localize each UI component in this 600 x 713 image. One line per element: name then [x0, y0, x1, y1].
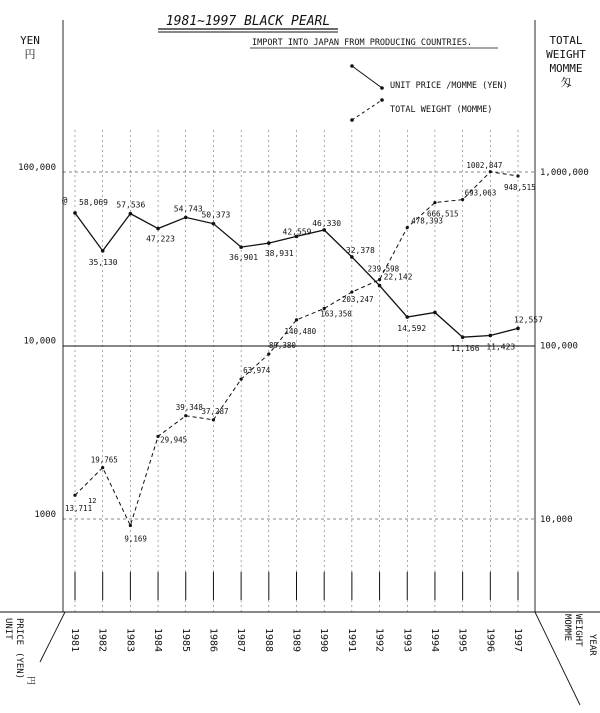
unit-price-point: [239, 245, 243, 249]
year-label: 1989: [290, 628, 302, 653]
unit-price-point: [267, 241, 271, 245]
right-axis-label-line: WEIGHT: [546, 48, 586, 61]
total-weight-data-label: 478,393: [411, 216, 443, 226]
legend-swatch-dashed: [352, 100, 382, 120]
bottom-left-label: [3, 618, 36, 685]
total-weight-data-label: 29,945: [160, 435, 188, 445]
total-weight-data-label: 13,711: [65, 504, 93, 514]
legend-label-total-weight: TOTAL WEIGHT (MOMME): [390, 105, 493, 115]
total-weight-point: [406, 226, 409, 229]
right-tick-label: 1,000,000: [540, 168, 589, 178]
unit-price-data-label: 47,223: [146, 234, 175, 244]
total-weight-data-label: 37,287: [201, 406, 229, 416]
bottom-left-label-line: 円: [25, 676, 35, 686]
unit-price-point: [184, 216, 188, 220]
legend: [350, 64, 508, 122]
total-weight-point: [350, 290, 353, 293]
left-tick-label: 100,000: [18, 163, 56, 173]
total-weight-data-label: 163,350: [320, 309, 352, 319]
total-weight-point: [267, 352, 270, 355]
year-label: 1981: [69, 628, 80, 653]
annotation-mark: 12: [88, 497, 97, 505]
unit-price-point: [212, 222, 216, 226]
total-weight-point: [489, 170, 492, 173]
left-axis-label-kanji: 円: [24, 48, 36, 61]
unit-price-point: [101, 249, 105, 253]
total-weight-data-label: 89,380: [268, 340, 296, 350]
year-label: 1982: [96, 628, 108, 653]
year-label: 1996: [484, 628, 496, 653]
year-label: 1985: [179, 628, 191, 653]
unit-price-point: [378, 284, 382, 288]
year-label: 1990: [318, 628, 330, 653]
unit-price-data-label: 11,166: [450, 344, 480, 354]
unit-price-data-label: 54,743: [173, 204, 203, 214]
right-axis-label-line: TOTAL: [549, 34, 583, 47]
unit-price-point: [129, 212, 133, 216]
unit-price-data-label: 50,373: [201, 210, 231, 220]
bottom-right-label: [562, 614, 597, 656]
bottom-right-label-line: YEAR: [587, 634, 597, 656]
total-weight-data-label: 203,247: [341, 295, 374, 305]
unit-price-data-label: 57,536: [116, 200, 146, 210]
legend-label-unit-price: UNIT PRICE /MOMME (YEN): [390, 81, 508, 91]
total-weight-point: [73, 494, 76, 497]
unit-price-point: [73, 211, 77, 215]
legend-dot: [350, 118, 354, 122]
unit-price-data-label: 42,559: [282, 227, 312, 237]
right-axis-label: [546, 34, 586, 89]
unit-price-data-label: 58,069: [79, 197, 108, 207]
total-weight-data-label: 19,765: [90, 455, 118, 465]
year-label: 1993: [401, 628, 413, 653]
unit-price-data-label: 38,931: [264, 249, 294, 259]
year-label: 1991: [345, 628, 357, 653]
unit-price-point: [461, 335, 465, 339]
total-weight-point: [101, 466, 104, 469]
total-weight-point: [295, 318, 298, 321]
year-label: 1995: [456, 628, 468, 653]
unit-price-data-label: 22,142: [383, 272, 413, 282]
total-weight-data-label: 693,063: [464, 188, 497, 198]
legend-dot: [350, 64, 354, 68]
unit-price-data-label: 35,130: [88, 257, 118, 267]
total-weight-data-label: 9,169: [124, 534, 147, 544]
right-axis-label-line: 匁: [560, 76, 572, 89]
unit-price-point: [433, 311, 437, 315]
right-axis-label-line: MOMME: [549, 62, 583, 75]
unit-price-data-label: 11,423: [486, 342, 516, 352]
annotation-mark: @: [62, 196, 68, 206]
year-label: 1997: [512, 628, 523, 653]
unit-price-data-label: 46,330: [312, 218, 342, 228]
year-label: 1992: [373, 628, 385, 653]
unit-price-point: [322, 228, 326, 232]
bottom-right-label-line: WEIGHT: [573, 614, 583, 647]
unit-price-point: [405, 315, 409, 319]
total-weight-data-label: 140,480: [284, 326, 317, 336]
unit-price-point: [516, 327, 520, 331]
left-tick-label: 1000: [34, 510, 56, 520]
total-weight-data-label: 948,515: [504, 182, 536, 192]
plot-area: [18, 20, 589, 652]
bottom-left-label-line: (YEN): [14, 652, 24, 680]
bottom-left-diagonal: [40, 612, 65, 662]
total-weight-data-label: 39,348: [175, 402, 203, 412]
total-weight-point: [129, 524, 132, 527]
unit-price-data-label: 36,901: [229, 253, 259, 263]
unit-price-data-label: 12,557: [514, 315, 543, 325]
right-tick-label: 100,000: [540, 341, 578, 352]
unit-price-data-label: 32,378: [345, 245, 375, 255]
bottom-right-label-line: MOMME: [562, 614, 572, 642]
year-label: 1984: [152, 628, 164, 653]
unit-price-point: [489, 334, 493, 338]
right-tick-label: 10,000: [540, 515, 573, 525]
legend-swatch-solid: [352, 66, 382, 88]
unit-price-point: [350, 255, 354, 259]
year-label: 1988: [262, 628, 274, 653]
total-weight-point: [516, 174, 519, 177]
total-weight-point: [378, 278, 381, 281]
legend-dot: [380, 98, 384, 102]
chart-subtitle: IMPORT INTO JAPAN FROM PRODUCING COUNTRIES.: [252, 38, 473, 48]
year-label: 1986: [207, 628, 219, 653]
unit-price-data-label: 14,592: [397, 324, 427, 334]
total-weight-point: [184, 414, 187, 417]
left-tick-label: 10,000: [23, 336, 56, 347]
legend-dot: [380, 86, 384, 90]
total-weight-data-label: 239,598: [367, 264, 400, 274]
bottom-left-label-line: PRICE: [14, 618, 24, 646]
total-weight-data-label: 1002,847: [466, 160, 503, 170]
total-weight-point: [240, 378, 243, 381]
year-label: 1987: [235, 628, 247, 653]
unit-price-point: [156, 227, 160, 231]
chart-title: 1981~1997 BLACK PEARL: [165, 14, 331, 29]
bottom-left-label-line: UNIT: [3, 618, 13, 640]
total-weight-data-label: 666,515: [426, 209, 459, 219]
total-weight-point: [433, 201, 436, 204]
total-weight-point: [461, 198, 464, 201]
year-label: 1983: [124, 628, 136, 653]
year-label: 1994: [428, 628, 440, 653]
total-weight-data-label: 63,974: [243, 366, 271, 376]
left-axis-label-yen: YEN: [20, 34, 40, 47]
total-weight-point: [212, 418, 215, 421]
